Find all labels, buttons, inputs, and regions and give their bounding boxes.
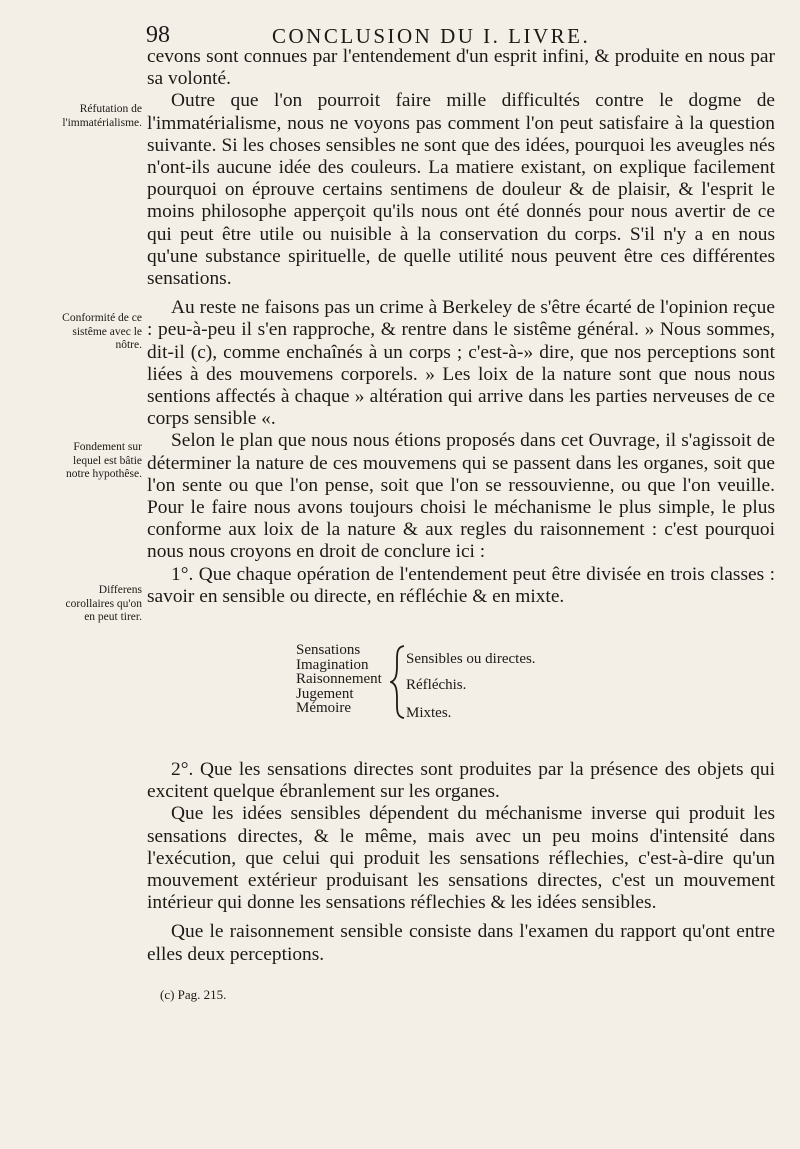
paragraph: cevons sont connues par l'entendement d'un esprit infini, & produite en nous par sa volonté. <box>147 46 775 90</box>
margin-note-refutation: Réfutation de l'immatérialisme. <box>62 103 142 129</box>
operation-item: Sensations <box>296 642 361 658</box>
margin-note-conformite: Conformité de ce sistême avec le nôtre. <box>62 312 142 351</box>
paragraph: Selon le plan que nous nous étions proposés dans cet Ouvrage, il s'agissoit de déterminer la nature de ces mouvemens qui se passent dans les organes, soit que l'on sente ou que l'on pense, soit que l'on se ressouvienne, ou que l'on veuille. Pour le faire nous avons toujours choisi le méchanisme le plus simple, le plus conforme aux loix de la nature & aux regles du raisonnement : c'est pourquoi nous nous croyons en droit de conclure ici : <box>147 430 775 563</box>
page-number: 98 <box>146 22 170 48</box>
class-item: Mixtes. <box>406 705 452 721</box>
running-title: CONCLUSION DU I. LIVRE. <box>272 24 591 48</box>
main-text <box>147 46 775 608</box>
paragraph: 2°. Que les sensations directes sont produites par la présence des objets qui excitent quelque ébranlement sur les organes. <box>147 759 775 803</box>
class-item: Réfléchis. <box>406 677 467 693</box>
operations-list <box>296 643 382 716</box>
operation-item: Mémoire <box>296 700 351 717</box>
main-text-continued <box>147 759 775 966</box>
class-item: Sensibles ou directes. <box>406 651 536 667</box>
paragraph: 1°. Que chaque opération de l'entendement peut être divisée en trois classes : savoir en sensible ou directe, en réfléchie & en mixte. <box>147 563 775 607</box>
operation-item: Imagination <box>296 656 369 673</box>
paragraph: Au reste ne faisons pas un crime à Berkeley de s'être écarté de l'opinion reçue : peu-à-peu il s'en rapproche, & rentre dans le sistême général. » Nous sommes, dit-il (c), comme enchaînés à un corps ; c'est-à-» dire, que nos perceptions sont liées à des mouvemens corporels. » Les loix de la nature sont que nous nous sentions affectés à chaque » altération qui arrive dans les parties nerveuses de ce corps sensible «. <box>147 297 775 430</box>
margin-note-corollaires: Differens corollaires qu'on en peut tirer. <box>65 584 142 623</box>
footnote: (c) Pag. 215. <box>160 987 227 1002</box>
brace-icon <box>390 645 406 719</box>
paragraph: Que les idées sensibles dépendent du méchanisme inverse qui produit les sensations directes, & le même, mais avec un peu moins d'intensité dans l'exécution, que celui qui produit les sensations réflechies, c'est-à-dire qu'un mouvement extérieur produisant les sensations directes, c'est un mouvement intérieur qui donne les sensations réflechies & les idées sensibles. <box>147 803 775 914</box>
paragraph: Outre que l'on pourroit faire mille difficultés contre le dogme de l'immatérialisme, nous ne voyons pas comment l'on peut satisfaire à la question suivante. Si les choses sensibles ne sont que des idées, pourquoi les aveugles nés n'ont-ils aucune idée des couleurs. La matiere existant, on explique facilement pourquoi on éprouve certains sentimens de douleur & de plaisir, & l'esprit le moins philosophe apperçoit qu'ils nous ont été donnés pour nous avertir de ce qui peut être utile ou nuisible à la conservation du corps. S'il n'y a en nous qu'une substance spirituelle, de quelle utilité nous peuvent être ces différentes sensations. <box>147 90 775 290</box>
paragraph: Que le raisonnement sensible consiste dans l'examen du rapport qu'ont entre elles deux perceptions. <box>147 921 775 965</box>
operation-item: Jugement <box>296 685 354 702</box>
margin-note-fondement: Fondement sur lequel est bâtie notre hypothêse. <box>65 441 142 480</box>
operation-item: Raisonnement <box>296 671 382 688</box>
classification-table <box>296 643 636 743</box>
